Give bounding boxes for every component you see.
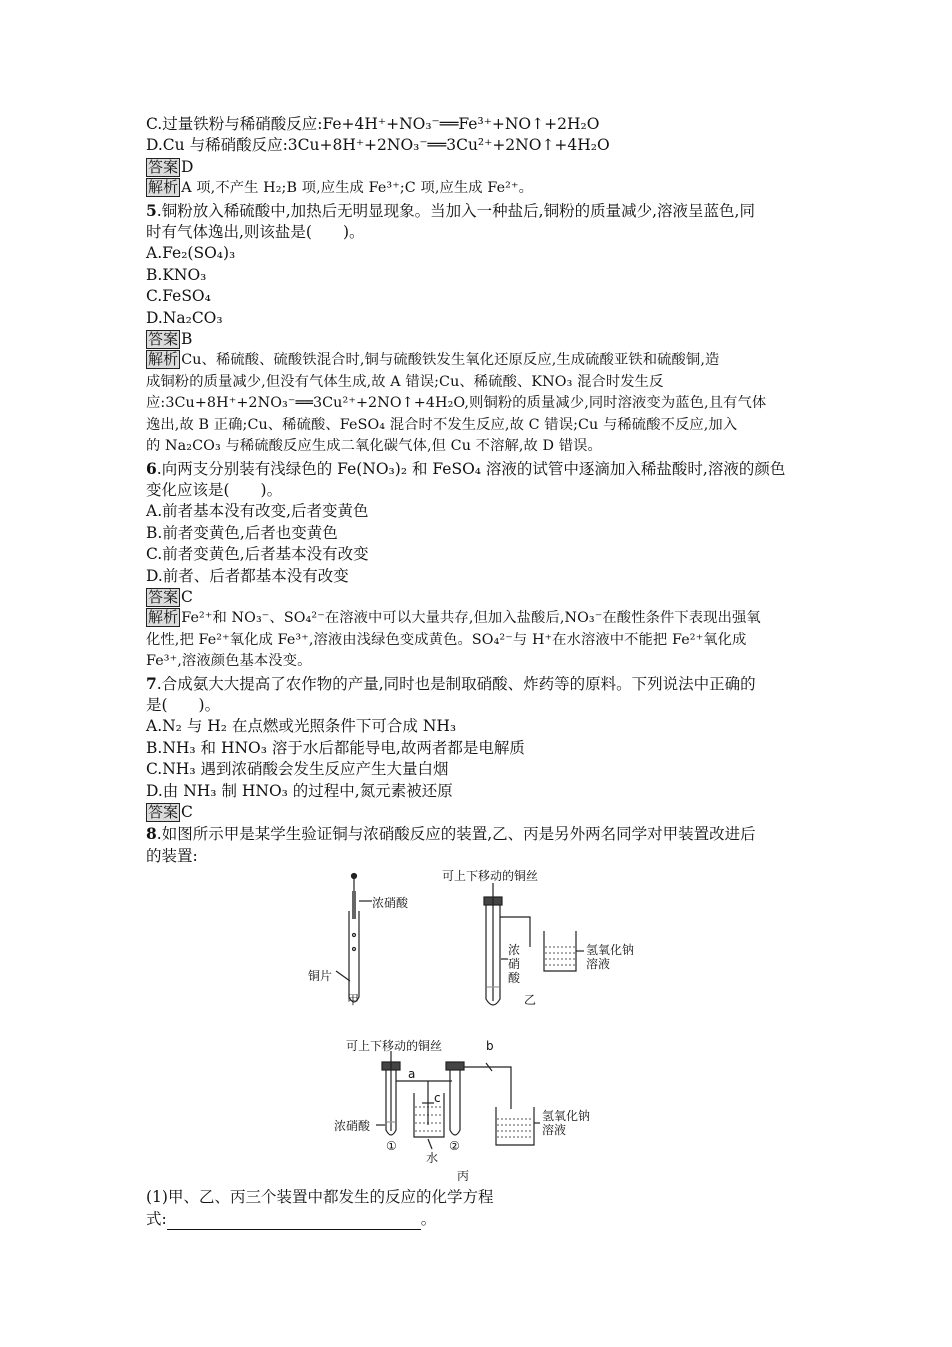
answer-tag: 答案	[148, 330, 179, 349]
q7-answer-line	[146, 802, 816, 823]
q6-stem-1: 6.向两支分别装有浅绿色的 Fe(NO₃)₂ 和 FeSO₄ 溶液的试管中逐滴加入稀盐酸时,溶液的颜色	[146, 458, 786, 478]
q6-answer: C	[181, 587, 193, 606]
yi-wire-label: 可上下移动的铜丝	[442, 869, 539, 884]
bing-valve-a-label: a	[408, 1067, 416, 1082]
q5-number: 5	[146, 200, 157, 220]
q5-answer-line	[146, 329, 816, 350]
q5-analysis-1: 解析 Cu、稀硫酸、硫酸铁混合时,铜与硫酸铁发生氧化还原反应,生成硫酸亚铁和硫酸铜,造	[148, 350, 720, 369]
q7-answer: C	[181, 803, 193, 821]
worksheet-page	[146, 114, 816, 1230]
answer-tag: 答案	[148, 803, 179, 821]
q4-analysis-line	[146, 178, 816, 199]
q5-analysis-4: 逸出,故 B 正确;Cu、稀硫酸、FeSO₄ 混合时不发生反应,故 C 错误;Cu 与稀硫酸不反应,加入	[146, 416, 738, 433]
q5-analysis-5: 的 Na₂CO₃ 与稀硫酸反应生成二氧化碳气体,但 Cu 不溶解,故 D 错误。	[146, 438, 602, 455]
analysis-tag: 解析	[148, 608, 179, 627]
q6-number: 6	[146, 458, 157, 478]
answer-blank[interactable]	[167, 1214, 421, 1230]
q5-analysis-3: 应:3Cu+8H⁺+2NO₃⁻══3Cu²⁺+2NO↑+4H₂O,则铜粉的质量减少,同时溶液变为蓝色,且有气体	[146, 395, 767, 412]
bing-tube-1-label: ①	[386, 1139, 397, 1154]
q7-option-a: A.N₂ 与 H₂ 在点燃或光照条件下可合成 NH₃	[146, 717, 457, 736]
q6-option-d: D.前者、后者都基本没有改变	[146, 566, 349, 585]
bing-valve-c-label: c	[434, 1091, 441, 1106]
yi-naoh-label-1: 氢氧化钠	[586, 943, 635, 958]
q8-stem-1: 8.如图所示甲是某学生验证铜与浓硝酸反应的装置,乙、丙是另外两名同学对甲装置改进后	[146, 824, 756, 844]
q6-analysis-2: 化性,把 Fe²⁺氧化成 Fe³⁺,溶液由浅绿色变成黄色。SO₄²⁻与 H⁺在水溶液中不能把 Fe²⁺氧化成	[146, 631, 747, 648]
answer-tag: 答案	[148, 587, 179, 606]
bing-naoh-label-1: 氢氧化钠	[542, 1109, 591, 1124]
q8-sub1-line-2: 式: 。	[146, 1209, 816, 1230]
yi-acid-label-1: 浓	[508, 943, 521, 958]
jia-copper-label: 铜片	[308, 969, 333, 984]
q5-option-a: A.Fe₂(SO₄)₃	[146, 244, 236, 263]
jia-name-label: 甲	[347, 993, 360, 1008]
q4-option-d: D.Cu 与稀硝酸反应:3Cu+8H⁺+2NO₃⁻══3Cu²⁺+2NO↑+4H₂O	[146, 136, 610, 155]
bing-wire-label: 可上下移动的铜丝	[346, 1039, 443, 1054]
yi-acid-label-2: 硝	[508, 957, 521, 972]
q4-option-c: C.过量铁粉与稀硝酸反应:Fe+4H⁺+NO₃⁻══Fe³⁺+NO↑+2H₂O	[146, 115, 600, 133]
q8-number: 8	[146, 824, 157, 844]
answer-tag: 答案	[148, 157, 179, 176]
yi-acid-label-3: 酸	[508, 971, 521, 986]
q5-analysis-2: 成铜粉的质量减少,但没有气体生成,故 A 错误;Cu、稀硫酸、KNO₃ 混合时发生反	[146, 373, 664, 390]
q5-stem-1: 5.铜粉放入稀硫酸中,加热后无明显现象。当加入一种盐后,铜粉的质量减少,溶液呈蓝色,同	[146, 200, 755, 220]
q6-option-b: B.前者变黄色,后者也变黄色	[146, 523, 338, 542]
bing-naoh-label-2: 溶液	[542, 1123, 567, 1138]
q6-option-c: C.前者变黄色,后者基本没有改变	[146, 545, 369, 564]
q6-answer-line	[146, 587, 816, 608]
bing-valve-b-label: b	[486, 1039, 494, 1054]
bing-water-label: 水	[426, 1151, 439, 1166]
q6-analysis-1: 解析 Fe²⁺和 NO₃⁻、SO₄²⁻在溶液中可以大量共存,但加入盐酸后,NO₃⁻在酸性条件下表现出强氧	[148, 608, 761, 627]
q7-stem-2: 是( )。	[146, 695, 221, 714]
q5-stem-2: 时有气体逸出,则该盐是( )。	[146, 223, 365, 242]
q7-option-d: D.由 NH₃ 制 HNO₃ 的过程中,氮元素被还原	[146, 781, 453, 800]
bing-name-label: 丙	[457, 1169, 470, 1184]
analysis-tag: 解析	[148, 178, 179, 197]
q5-option-b: B.KNO₃	[146, 265, 207, 284]
jia-acid-label: 浓硝酸	[372, 896, 409, 911]
yi-name-label: 乙	[524, 993, 537, 1008]
q6-option-a: A.前者基本没有改变,后者变黄色	[146, 502, 369, 521]
q4-answer: D	[181, 157, 194, 176]
q4-analysis: A 项,不产生 H₂;B 项,应生成 Fe³⁺;C 项,应生成 Fe²⁺。	[181, 180, 534, 197]
analysis-tag: 解析	[148, 350, 179, 369]
apparatus-drawing	[146, 867, 816, 1187]
q7-option-c: C.NH₃ 遇到浓硝酸会发生反应产生大量白烟	[146, 760, 449, 779]
q7-stem-1: 7.合成氨大大提高了农作物的产量,同时也是制取硝酸、炸药等的原料。下列说法中正确的	[146, 673, 756, 693]
bing-acid-label: 浓硝酸	[334, 1119, 371, 1134]
q6-stem-2: 变化应该是( )。	[146, 480, 283, 499]
bing-tube-2-label: ②	[449, 1139, 460, 1154]
q5-answer: B	[181, 330, 193, 349]
q5-option-c: C.FeSO₄	[146, 287, 211, 306]
q6-analysis-3: Fe³⁺,溶液颜色基本没变。	[146, 653, 312, 670]
q7-number: 7	[146, 673, 157, 693]
q7-option-b: B.NH₃ 和 HNO₃ 溶于水后都能导电,故两者都是电解质	[146, 738, 525, 757]
q4-answer-line	[146, 157, 816, 178]
q8-sub1-line-1: (1)甲、乙、丙三个装置中都发生的反应的化学方程	[146, 1188, 494, 1207]
q5-option-d: D.Na₂CO₃	[146, 308, 223, 327]
apparatus-figures	[146, 867, 816, 1187]
yi-naoh-label-2: 溶液	[586, 957, 611, 972]
q8-stem-2: 的装置:	[146, 846, 198, 865]
